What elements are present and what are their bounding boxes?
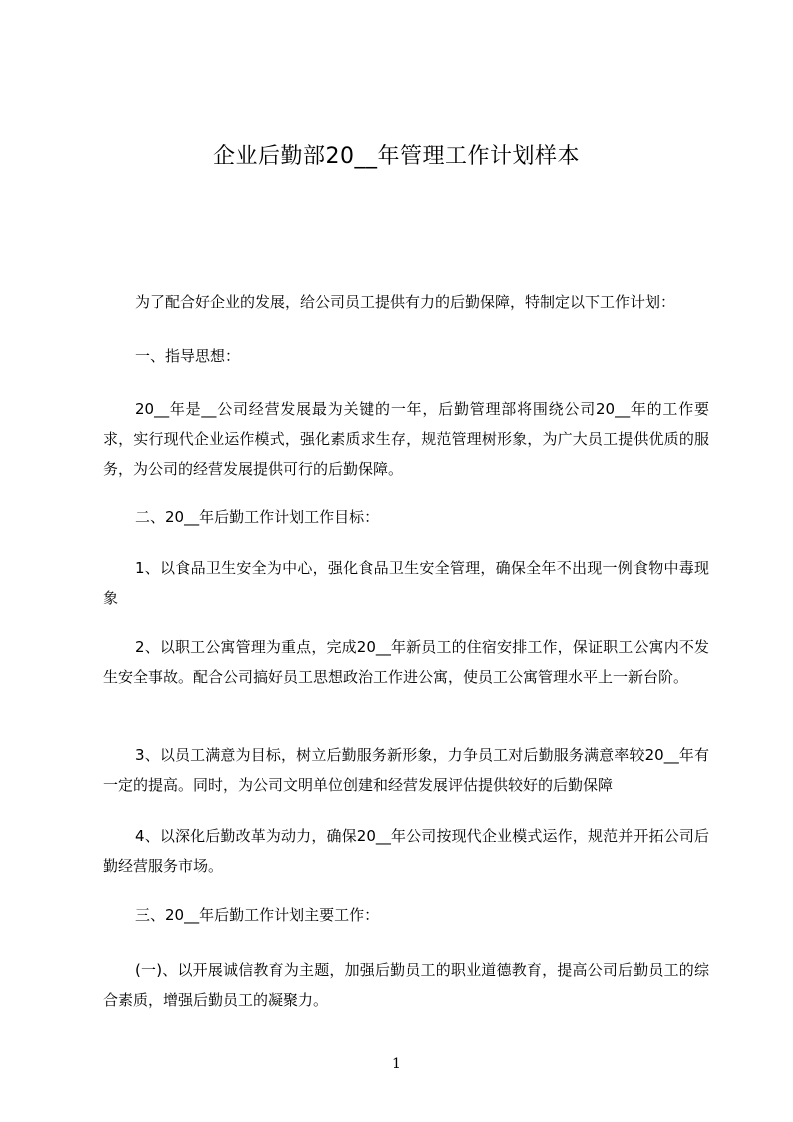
page-number: 1	[392, 1056, 401, 1072]
goal-item-4: 4、以深化后勤改革为动力，确保20__年公司按现代企业模式运作，规范并开拓公司后勤经营服务市场。	[103, 827, 709, 875]
intro-paragraph: 为了配合好企业的发展，给公司员工提供有力的后勤保障，特制定以下工作计划：	[135, 293, 676, 311]
guiding-ideology-paragraph: 20__年是__公司经营发展最为关键的一年，后勤管理部将围绕公司20__年的工作要求，实行现代企业运作模式，强化素质求生存，规范管理树形象，为广大员工提供优质的服务，为公司的经营发展提供可行的后勤保障。	[103, 400, 709, 478]
section-heading-main-work: 三、20__年后勤工作计划主要工作：	[135, 906, 380, 924]
goal-item-1: 1、以食品卫生安全为中心，强化食品卫生安全管理，确保全年不出现一例食物中毒现象	[103, 559, 709, 607]
document-title: 企业后勤部20__年管理工作计划样本	[213, 144, 580, 169]
main-work-item-1: (一)、以开展诚信教育为主题，加强后勤员工的职业道德教育，提高公司后勤员工的综合素质，增强后勤员工的凝聚力。	[103, 961, 709, 1009]
section-heading-guiding-ideology: 一、指导思想：	[135, 347, 241, 365]
goal-item-2: 2、以职工公寓管理为重点，完成20__年新员工的住宿安排工作，保证职工公寓内不发生安全事故。配合公司搞好员工思想政治工作进公寓，使员工公寓管理水平上一新台阶。	[103, 638, 709, 686]
goal-item-3: 3、以员工满意为目标，树立后勤服务新形象，力争员工对后勤服务满意率较20__年有一定的提高。同时，为公司文明单位创建和经营发展评估提供较好的后勤保障	[103, 746, 709, 794]
section-heading-goals: 二、20__年后勤工作计划工作目标：	[135, 508, 380, 526]
